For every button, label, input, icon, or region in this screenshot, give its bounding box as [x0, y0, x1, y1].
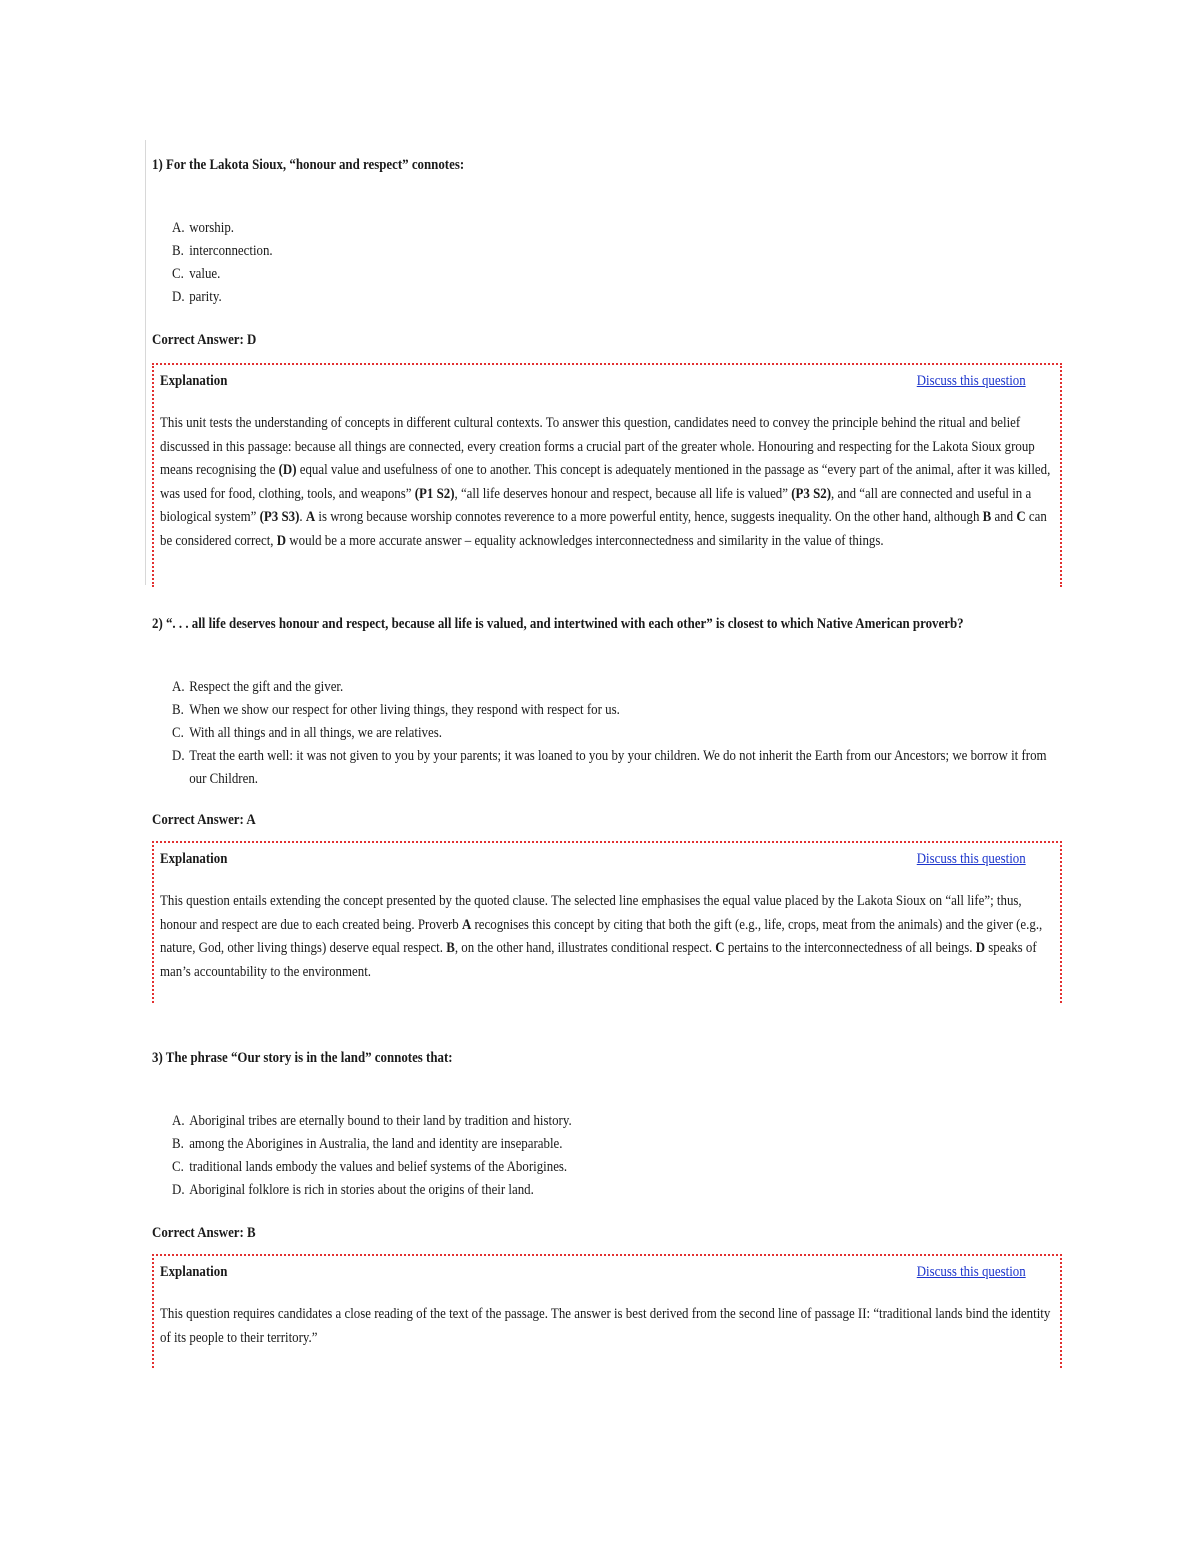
- option-d: [172, 286, 1058, 309]
- explanation-box: [152, 841, 1062, 1003]
- option-c: [172, 263, 1058, 286]
- correct-answer: Correct Answer: D: [152, 332, 257, 348]
- options-list: [152, 1110, 1062, 1202]
- option-text: value.: [189, 266, 221, 282]
- option-text: Aboriginal tribes are eternally bound to their land by tradition and history.: [189, 1113, 572, 1129]
- option-c: [172, 1156, 1058, 1179]
- option-text: Treat the earth well: it was not given to you by your parents; it was loaned to you by your children. We do not inherit the Earth from our Ancestors; we borrow it from our Children.: [189, 748, 1047, 787]
- question-text: 2) “. . . all life deserves honour and respect, because all life is valued, and intertwined with each other” is closest to which Native American proverb?: [152, 616, 964, 632]
- explanation-header: [160, 851, 1060, 868]
- option-text: parity.: [189, 289, 222, 305]
- discuss-question-link[interactable]: Discuss this question: [917, 373, 1026, 389]
- option-a: [172, 676, 1058, 699]
- bold-reference: C: [1016, 509, 1026, 525]
- bold-reference: A: [461, 916, 472, 933]
- option-letter: D.: [172, 289, 185, 305]
- explanation-text: This question requires candidates a close reading of the text of the passage. The answer is best derived from the second line of passage II: “traditional lands bind the identity of its people to their territory.”: [160, 1306, 1051, 1346]
- option-b: [172, 1133, 1058, 1156]
- question-block-2: [152, 612, 1062, 1003]
- bold-reference: B: [982, 509, 992, 525]
- option-letter: A.: [172, 679, 185, 695]
- explanation-box: [152, 363, 1062, 587]
- question-block-1: [152, 153, 1062, 587]
- option-text: When we show our respect for other living things, they respond with respect for us.: [189, 702, 620, 718]
- options-list: [152, 217, 1062, 309]
- bold-reference: A: [305, 509, 316, 525]
- option-letter: A.: [172, 220, 185, 236]
- discuss-question-link[interactable]: Discuss this question: [917, 1264, 1026, 1280]
- option-letter: D.: [172, 748, 185, 764]
- explanation-title: Explanation: [160, 1264, 228, 1280]
- option-a: [172, 1110, 1058, 1133]
- option-a: [172, 217, 1058, 240]
- option-c: [172, 722, 1058, 745]
- option-b: [172, 240, 1058, 263]
- explanation-text: This question entails extending the concept presented by the quoted clause. The selected line emphasises the equal value placed by the Lakota Sioux on “all life”; thus, honour and respect are due to each created being. Proverb A recognises this concept by citing that both the gift (e.g., life, crops, meat from the animals) and the giver (e.g., nature, God, other living things) deserve equal respect. B, on the other hand, illustrates conditional respect. C pertains to the interconnectedness of all beings. D speaks of man’s accountability to the environment.: [160, 893, 1043, 980]
- option-letter: A.: [172, 1113, 185, 1129]
- bold-reference: (P1 S2): [414, 485, 455, 502]
- option-text: among the Aborigines in Australia, the land and identity are inseparable.: [189, 1136, 563, 1152]
- explanation-header: [160, 373, 1060, 390]
- discuss-question-link[interactable]: Discuss this question: [917, 851, 1026, 867]
- bold-reference: (P3 S2): [791, 485, 831, 502]
- option-letter: C.: [172, 266, 184, 282]
- option-letter: B.: [172, 1136, 184, 1152]
- bold-reference: D: [975, 940, 986, 956]
- option-letter: D.: [172, 1182, 185, 1198]
- option-b: [172, 699, 1058, 722]
- option-text: traditional lands embody the values and belief systems of the Aborigines.: [189, 1159, 568, 1175]
- option-text: worship.: [189, 220, 235, 236]
- page-edge-line: [145, 140, 146, 585]
- correct-answer: Correct Answer: B: [152, 1225, 256, 1241]
- explanation-box: [152, 1254, 1062, 1368]
- bold-reference: D: [276, 532, 287, 549]
- bold-reference: C: [715, 940, 725, 956]
- explanation-text: This unit tests the understanding of concepts in different cultural contexts. To answer this question, candidates need to convey the principle behind the ritual and belief discussed in this passage: because all things are connected, every creation forms a crucial part of the greater whole. Honouring and respecting for the Lakota Sioux group means recognising the (D) equal value and usefulness of one to another. This concept is adequately mentioned in the passage as “every part of the animal, after it was killed, was used for food, clothing, tools, and weapons” (P1 S2), “all life deserves honour and respect, because all life is valued” (P3 S2), and “all are connected and useful in a biological system” (P3 S3). A is wrong because worship connotes reverence to a more powerful entity, hence, suggests inequality. On the other hand, although B and C can be considered correct, D would be a more accurate answer – equality acknowledges interconnectedness and similarity in the value of things.: [160, 415, 1051, 549]
- option-text: interconnection.: [189, 243, 273, 259]
- option-d: [172, 745, 1058, 791]
- options-list: [152, 676, 1062, 791]
- option-text: Aboriginal folklore is rich in stories about the origins of their land.: [189, 1182, 534, 1198]
- question-text: 1) For the Lakota Sioux, “honour and respect” connotes:: [152, 157, 465, 173]
- correct-answer: Correct Answer: A: [152, 812, 256, 828]
- option-text: With all things and in all things, we are relatives.: [189, 725, 442, 741]
- option-text: Respect the gift and the giver.: [189, 679, 344, 695]
- option-d: [172, 1179, 1058, 1202]
- explanation-title: Explanation: [160, 851, 228, 867]
- question-block-3: [152, 1046, 1062, 1368]
- explanation-title: Explanation: [160, 373, 228, 389]
- bold-reference: B: [446, 940, 455, 956]
- bold-reference: (D): [278, 462, 297, 478]
- option-letter: B.: [172, 702, 184, 718]
- option-letter: B.: [172, 243, 184, 259]
- explanation-header: [160, 1264, 1060, 1281]
- question-text: 3) The phrase “Our story is in the land” connotes that:: [152, 1050, 453, 1066]
- option-letter: C.: [172, 1159, 184, 1175]
- option-letter: C.: [172, 725, 184, 741]
- bold-reference: (P3 S3): [259, 509, 300, 525]
